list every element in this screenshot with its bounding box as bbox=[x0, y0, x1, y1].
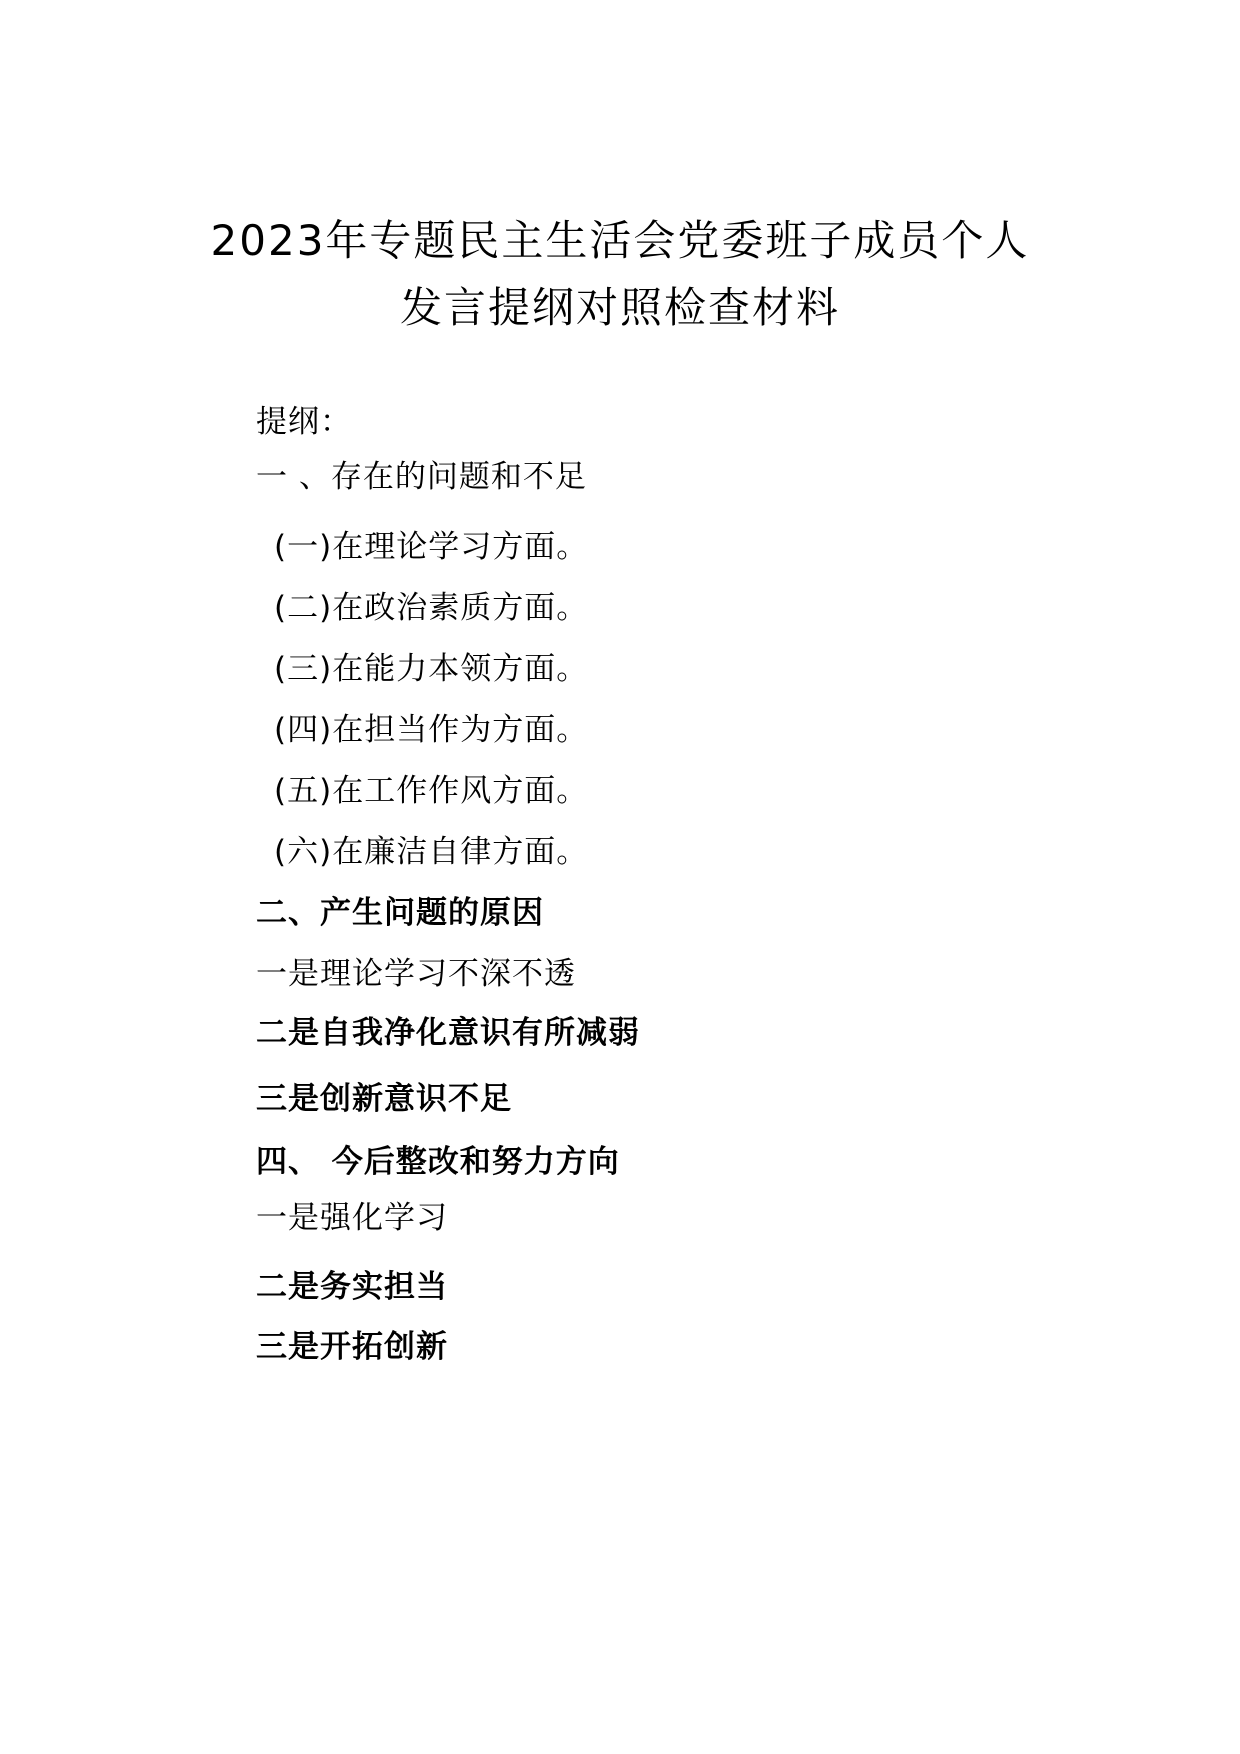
section-2-item-1: 一是理论学习不深不透 bbox=[256, 956, 576, 992]
section-2-item-3: 三是创新意识不足 bbox=[256, 1081, 512, 1117]
section-1-item-4: (四)在担当作为方面。 bbox=[274, 712, 589, 748]
section-4-item-3: 三是开拓创新 bbox=[256, 1329, 448, 1365]
document-title-line-2: 发言提纲对照检查材料 bbox=[399, 283, 840, 332]
section-4-item-2: 二是务实担当 bbox=[256, 1269, 448, 1305]
document-title-line-1: 2023年专题民主生活会党委班子成员个人 bbox=[210, 216, 1030, 265]
section-4-item-1: 一是强化学习 bbox=[256, 1200, 448, 1236]
section-1-item-3: (三)在能力本领方面。 bbox=[274, 651, 589, 687]
section-4-heading: 四、 今后整改和努力方向 bbox=[256, 1144, 620, 1180]
section-2-heading: 二、产生问题的原因 bbox=[256, 895, 544, 931]
section-1-item-5: (五)在工作作风方面。 bbox=[274, 773, 589, 809]
section-1-item-1: (一)在理论学习方面。 bbox=[274, 529, 589, 565]
section-1-item-2: (二)在政治素质方面。 bbox=[274, 590, 589, 626]
section-2-item-2: 二是自我净化意识有所减弱 bbox=[256, 1015, 640, 1051]
outline-label: 提纲： bbox=[256, 404, 352, 440]
section-1-item-6: (六)在廉洁自律方面。 bbox=[274, 834, 589, 870]
section-1-heading: 一 、存在的问题和不足 bbox=[256, 459, 587, 495]
